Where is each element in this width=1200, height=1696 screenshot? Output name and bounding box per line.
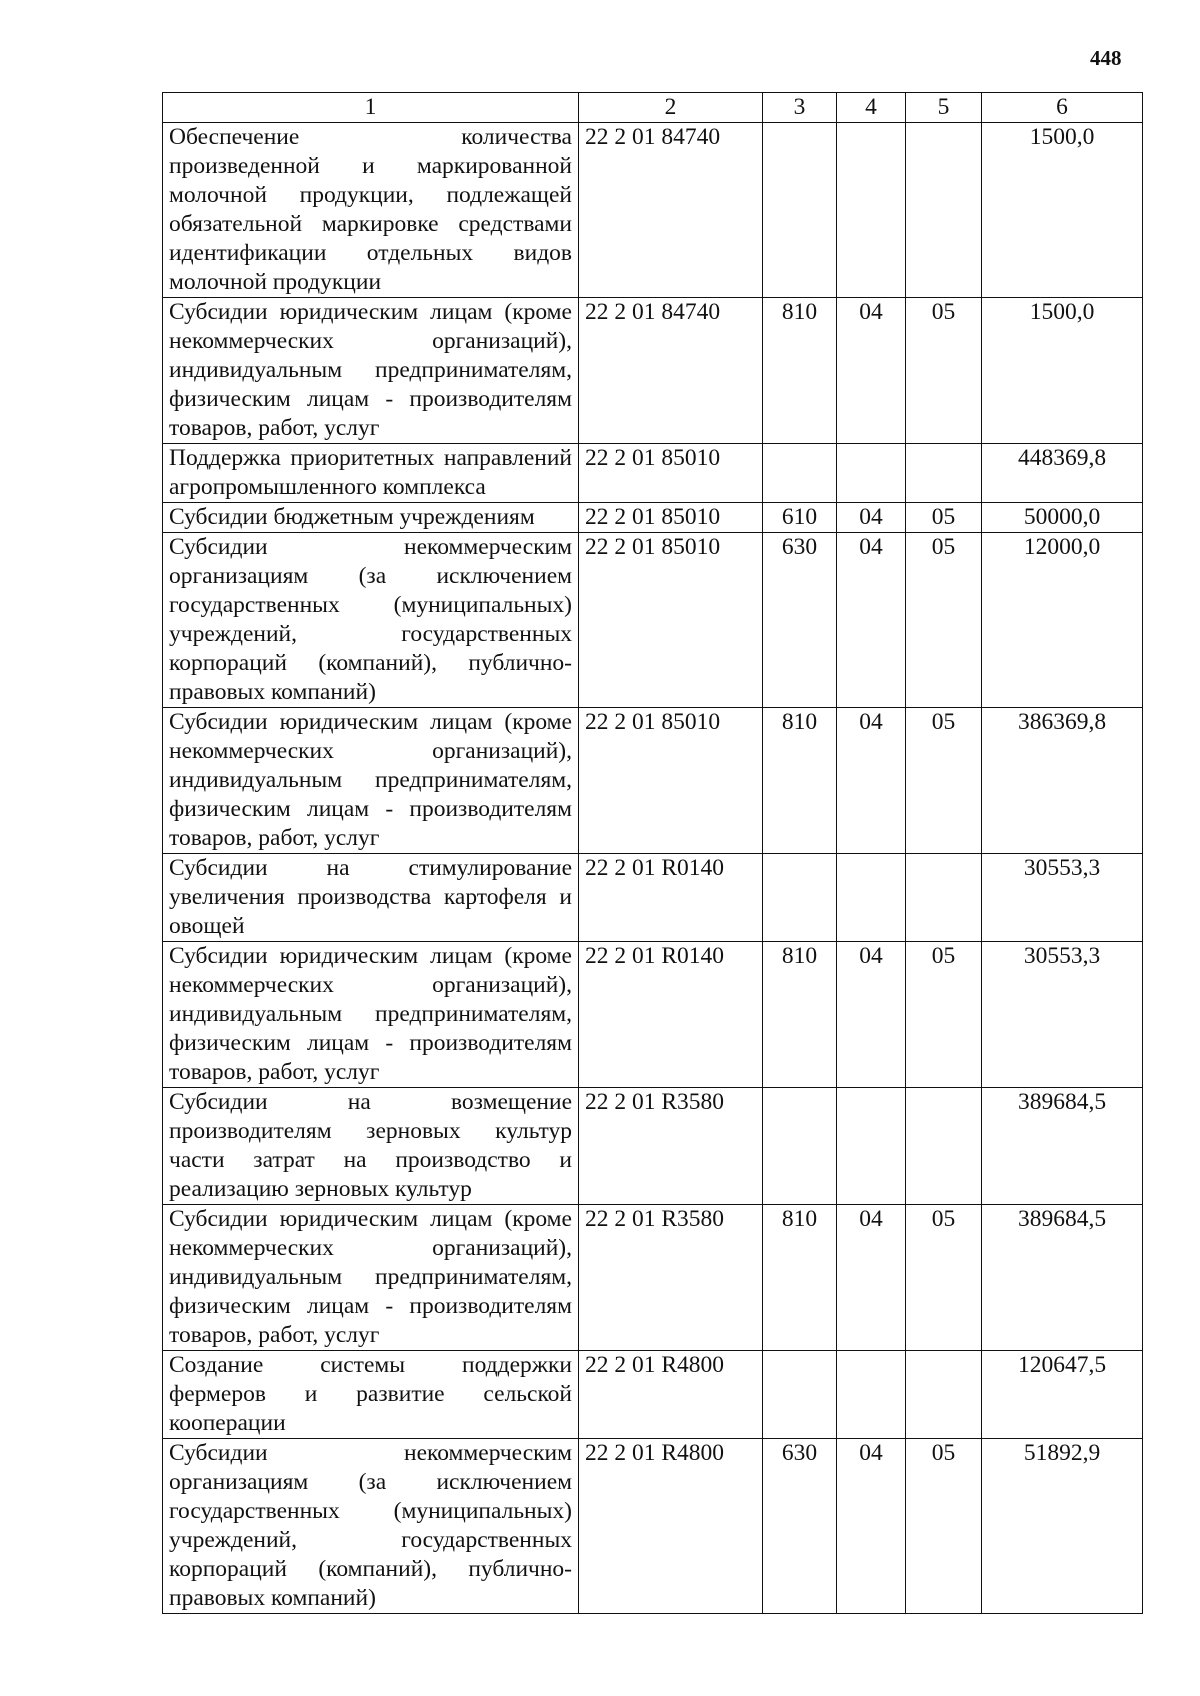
row-expense-type: 630	[763, 1439, 837, 1614]
row-amount: 120647,5	[982, 1351, 1143, 1439]
row-subsection: 05	[906, 503, 982, 533]
row-section	[837, 1088, 906, 1205]
table-row	[163, 854, 1143, 942]
row-subsection	[906, 1088, 982, 1205]
row-subsection: 05	[906, 298, 982, 444]
row-amount: 1500,0	[982, 123, 1143, 298]
row-section	[837, 1351, 906, 1439]
row-name: Субсидии бюджетным учреждениям	[163, 503, 579, 533]
row-expense-type	[763, 123, 837, 298]
row-expense-type	[763, 1088, 837, 1205]
row-subsection: 05	[906, 1205, 982, 1351]
row-subsection	[906, 1351, 982, 1439]
row-subsection: 05	[906, 533, 982, 708]
row-expense-type	[763, 444, 837, 503]
row-amount: 386369,8	[982, 708, 1143, 854]
row-section: 04	[837, 503, 906, 533]
row-code: 22 2 01 R4800	[579, 1351, 763, 1439]
row-subsection: 05	[906, 942, 982, 1088]
row-expense-type: 810	[763, 708, 837, 854]
row-code: 22 2 01 R3580	[579, 1205, 763, 1351]
table-row	[163, 533, 1143, 708]
budget-table	[162, 92, 1143, 1614]
row-subsection	[906, 123, 982, 298]
row-code: 22 2 01 R0140	[579, 942, 763, 1088]
row-code: 22 2 01 85010	[579, 503, 763, 533]
row-subsection	[906, 854, 982, 942]
table-row	[163, 123, 1143, 298]
table-row	[163, 1205, 1143, 1351]
row-section	[837, 854, 906, 942]
row-amount: 12000,0	[982, 533, 1143, 708]
column-header-3: 3	[763, 93, 837, 123]
row-section: 04	[837, 1205, 906, 1351]
row-section: 04	[837, 533, 906, 708]
row-code: 22 2 01 85010	[579, 533, 763, 708]
header-row	[163, 93, 1143, 123]
column-header-1: 1	[163, 93, 579, 123]
row-amount: 389684,5	[982, 1088, 1143, 1205]
row-section: 04	[837, 942, 906, 1088]
row-code: 22 2 01 85010	[579, 708, 763, 854]
row-amount: 1500,0	[982, 298, 1143, 444]
row-name: Субсидии юридическим лицам (кроме некоммерческих организаций), индивидуальным предпринимателям, физическим лицам - производителям товаров, работ, услуг	[163, 708, 579, 854]
row-amount: 51892,9	[982, 1439, 1143, 1614]
table-row	[163, 1351, 1143, 1439]
column-header-5: 5	[906, 93, 982, 123]
row-expense-type	[763, 1351, 837, 1439]
row-section: 04	[837, 1439, 906, 1614]
row-code: 22 2 01 84740	[579, 298, 763, 444]
row-amount: 389684,5	[982, 1205, 1143, 1351]
row-name: Обеспечение количества произведенной и маркированной молочной продукции, подлежащей обязательной маркировке средствами идентификации отдельных видов молочной продукции	[163, 123, 579, 298]
row-expense-type: 630	[763, 533, 837, 708]
row-subsection	[906, 444, 982, 503]
row-name: Субсидии юридическим лицам (кроме некоммерческих организаций), индивидуальным предпринимателям, физическим лицам - производителям товаров, работ, услуг	[163, 298, 579, 444]
row-amount: 50000,0	[982, 503, 1143, 533]
row-subsection: 05	[906, 1439, 982, 1614]
row-name: Субсидии на стимулирование увеличения производства картофеля и овощей	[163, 854, 579, 942]
page-number: 448	[1090, 46, 1122, 70]
row-expense-type: 810	[763, 942, 837, 1088]
row-expense-type: 610	[763, 503, 837, 533]
table-row	[163, 1439, 1143, 1614]
row-name: Субсидии некоммерческим организациям (за исключением государственных (муниципальных) учреждений, государственных корпораций (компаний), публично-правовых компаний)	[163, 533, 579, 708]
column-header-2: 2	[579, 93, 763, 123]
table-row	[163, 444, 1143, 503]
row-code: 22 2 01 84740	[579, 123, 763, 298]
row-subsection: 05	[906, 708, 982, 854]
column-header-4: 4	[837, 93, 906, 123]
row-section	[837, 444, 906, 503]
row-name: Субсидии юридическим лицам (кроме некоммерческих организаций), индивидуальным предпринимателям, физическим лицам - производителям товаров, работ, услуг	[163, 942, 579, 1088]
row-section: 04	[837, 298, 906, 444]
table-row	[163, 708, 1143, 854]
table-row	[163, 298, 1143, 444]
row-expense-type	[763, 854, 837, 942]
table-row	[163, 1088, 1143, 1205]
column-header-6: 6	[982, 93, 1143, 123]
row-name: Субсидии юридическим лицам (кроме некоммерческих организаций), индивидуальным предпринимателям, физическим лицам - производителям товаров, работ, услуг	[163, 1205, 579, 1351]
row-code: 22 2 01 R4800	[579, 1439, 763, 1614]
table-row	[163, 503, 1143, 533]
row-section	[837, 123, 906, 298]
table-row	[163, 942, 1143, 1088]
row-expense-type: 810	[763, 298, 837, 444]
row-amount: 30553,3	[982, 942, 1143, 1088]
row-name: Создание системы поддержки фермеров и развитие сельской кооперации	[163, 1351, 579, 1439]
row-name: Поддержка приоритетных направлений агропромышленного комплекса	[163, 444, 579, 503]
row-section: 04	[837, 708, 906, 854]
row-name: Субсидии некоммерческим организациям (за исключением государственных (муниципальных) учреждений, государственных корпораций (компаний), публично-правовых компаний)	[163, 1439, 579, 1614]
row-code: 22 2 01 R0140	[579, 854, 763, 942]
row-code: 22 2 01 85010	[579, 444, 763, 503]
row-code: 22 2 01 R3580	[579, 1088, 763, 1205]
row-expense-type: 810	[763, 1205, 837, 1351]
row-amount: 30553,3	[982, 854, 1143, 942]
row-amount: 448369,8	[982, 444, 1143, 503]
row-name: Субсидии на возмещение производителям зерновых культур части затрат на производство и реализацию зерновых культур	[163, 1088, 579, 1205]
